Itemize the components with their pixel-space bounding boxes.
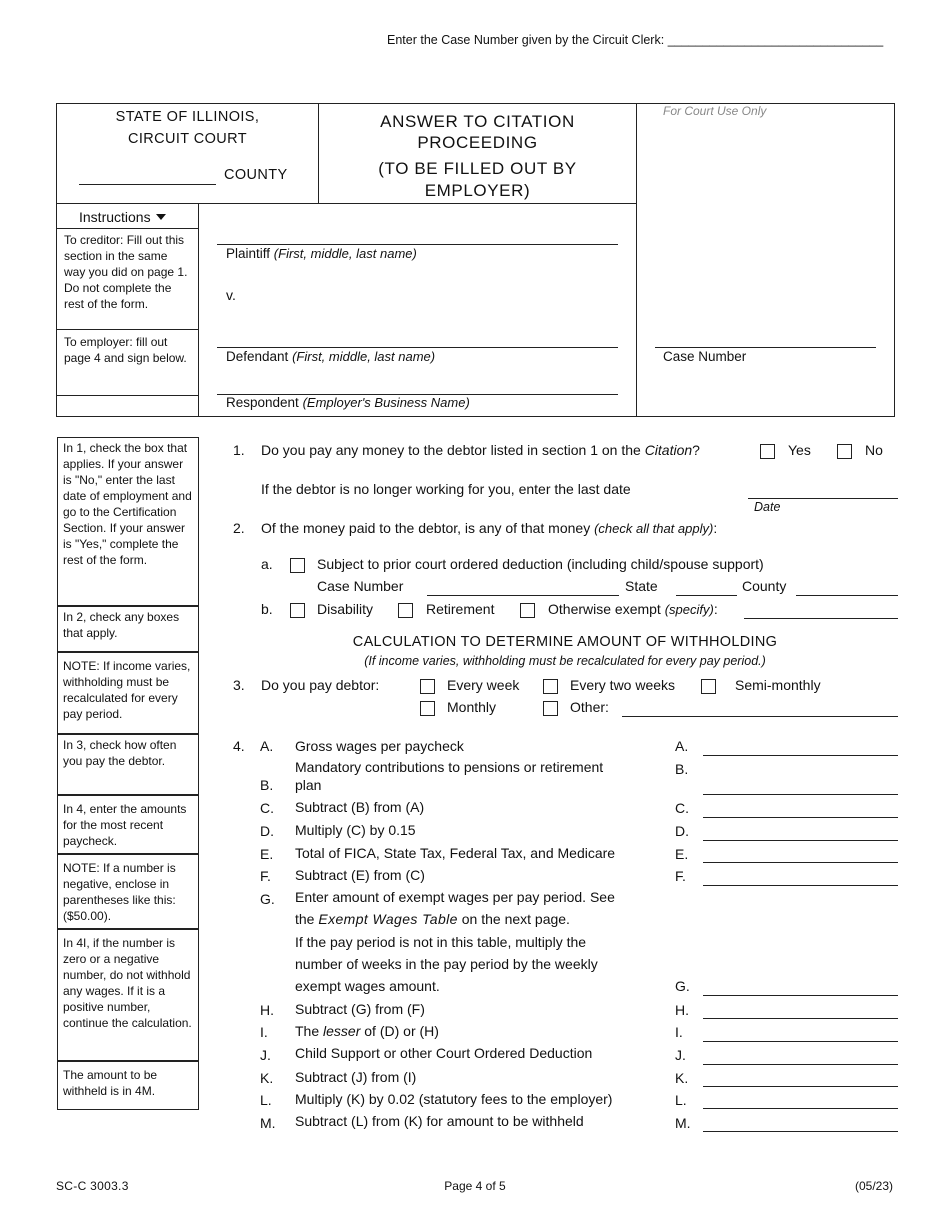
court-use-label: For Court Use Only	[663, 104, 767, 118]
q4f-letter: F.	[260, 868, 271, 884]
divider	[56, 329, 199, 330]
q2a-checkbox[interactable]	[290, 558, 305, 573]
q4l-letter: L.	[260, 1092, 272, 1108]
q4b-right-letter: B.	[675, 761, 689, 777]
every-two-weeks-checkbox[interactable]	[543, 679, 558, 694]
q4e-input[interactable]	[703, 862, 898, 863]
q4m-right-letter: M.	[675, 1115, 691, 1131]
q2a-state-input[interactable]	[676, 595, 737, 596]
q4h-letter: H.	[260, 1002, 274, 1018]
form-subtitle-2: EMPLOYER)	[424, 181, 531, 200]
retirement-label: Retirement	[426, 601, 495, 617]
respondent-label: Respondent (Employer's Business Name)	[226, 395, 470, 410]
form-subtitle: (TO BE FILLED OUT BY	[378, 159, 577, 178]
q2a-state-label: State	[625, 578, 658, 594]
q4k-right-letter: K.	[675, 1070, 689, 1086]
q4i-letter: I.	[260, 1024, 268, 1040]
plaintiff-input[interactable]	[217, 244, 618, 245]
county-input[interactable]	[79, 184, 216, 185]
q4m-text: Subtract (L) from (K) for amount to be withheld	[295, 1113, 584, 1129]
otherwise-exempt-checkbox[interactable]	[520, 603, 535, 618]
court-label: CIRCUIT COURT	[127, 131, 248, 147]
otherwise-exempt-label: Otherwise exempt (specify):	[548, 601, 718, 617]
q2b-letter: b.	[261, 601, 273, 617]
sidebar-note-7: In 4I, if the number is zero or a negative number, do not withhold any wages. If it is a positive number, continue the calculation.	[57, 929, 199, 1061]
q4m-input[interactable]	[703, 1131, 898, 1132]
instr-creditor: To creditor: Fill out this section in the same way you did on page 1. Do not complete the rest of the form.	[64, 233, 188, 311]
instructions-toggle[interactable]: Instructions	[79, 209, 166, 225]
q1-yes-checkbox[interactable]	[760, 444, 775, 459]
case-number-blank[interactable]: _______________________________	[667, 33, 884, 47]
q4j-letter: J.	[260, 1047, 271, 1063]
sidebar-note-3: NOTE: If income varies, withholding must be recalculated for every pay period.	[57, 652, 199, 734]
divider	[636, 103, 637, 417]
case-number-prompt: Enter the Case Number given by the Circuit Clerk: _______________________________	[387, 33, 884, 47]
retirement-checkbox[interactable]	[398, 603, 413, 618]
q4k-letter: K.	[260, 1070, 274, 1086]
q4g-right-letter: G.	[675, 978, 690, 994]
q4i-input[interactable]	[703, 1041, 898, 1042]
date-label: Date	[754, 500, 781, 514]
q4f-right-letter: F.	[675, 868, 686, 884]
q4e-right-letter: E.	[675, 846, 689, 862]
q4m-letter: M.	[260, 1115, 276, 1131]
q1-number: 1.	[233, 442, 245, 458]
q4d-input[interactable]	[703, 840, 898, 841]
q4e-letter: E.	[260, 846, 274, 862]
sidebar-note-2: In 2, check any boxes that apply.	[57, 606, 199, 652]
q4d-text: Multiply (C) by 0.15	[295, 822, 416, 838]
q4h-right-letter: H.	[675, 1002, 689, 1018]
q4l-text: Multiply (K) by 0.02 (statutory fees to the employer)	[295, 1091, 613, 1107]
q4g-text-5: exempt wages amount.	[295, 978, 440, 994]
sidebar-note-5: In 4, enter the amounts for the most recent paycheck.	[57, 795, 199, 854]
q4j-right-letter: J.	[675, 1047, 686, 1063]
q4a-letter: A.	[260, 738, 274, 754]
q4a-text: Gross wages per paycheck	[295, 738, 464, 754]
instr-employer: To employer: fill out page 4 and sign below.	[64, 335, 187, 365]
sidebar-note-6: NOTE: If a number is negative, enclose in parentheses like this: ($50.00).	[57, 854, 199, 929]
q4i-right-letter: I.	[675, 1024, 683, 1040]
q4e-text: Total of FICA, State Tax, Federal Tax, and Medicare	[295, 845, 616, 861]
form-id: SC-C 3003.3	[56, 1179, 129, 1193]
semi-monthly-checkbox[interactable]	[701, 679, 716, 694]
q4c-text: Subtract (B) from (A)	[295, 799, 425, 815]
q2a-county-input[interactable]	[796, 595, 898, 596]
divider	[56, 395, 199, 396]
disability-label: Disability	[317, 601, 374, 617]
q4c-input[interactable]	[703, 817, 898, 818]
q4g-text-3: If the pay period is not in this table, multiply the	[295, 934, 587, 950]
case-number-input[interactable]	[655, 347, 876, 348]
q4g-letter: G.	[260, 891, 275, 907]
q4c-letter: C.	[260, 800, 274, 816]
q4j-text: Child Support or other Court Ordered Deduction	[295, 1045, 593, 1061]
q2-text: Of the money paid to the debtor, is any of that money (check all that apply):	[261, 520, 718, 536]
q4b-letter: B.	[260, 777, 274, 793]
q2a-case-number-label: Case Number	[317, 578, 404, 594]
q3-number: 3.	[233, 677, 245, 693]
otherwise-exempt-input[interactable]	[744, 618, 898, 619]
q4h-input[interactable]	[703, 1018, 898, 1019]
q4b-input[interactable]	[703, 794, 898, 795]
q2a-case-number-input[interactable]	[427, 595, 619, 596]
form-title-2: PROCEEDING	[417, 133, 538, 152]
page-number: Page 4 of 5	[444, 1179, 506, 1193]
q4d-letter: D.	[260, 823, 274, 839]
q1-yes-label: Yes	[788, 442, 811, 458]
q2a-county-label: County	[742, 578, 787, 594]
q1-no-label: No	[865, 442, 883, 458]
divider	[198, 203, 199, 417]
q4l-input[interactable]	[703, 1108, 898, 1109]
state-label: STATE OF ILLINOIS,	[115, 109, 260, 125]
q4g-text: Enter amount of exempt wages per pay period. See	[295, 889, 615, 905]
defendant-input[interactable]	[217, 347, 618, 348]
q4d-right-letter: D.	[675, 823, 689, 839]
other-frequency-input[interactable]	[622, 716, 898, 717]
form-title: ANSWER TO CITATION	[380, 112, 575, 131]
q4a-right-letter: A.	[675, 738, 689, 754]
q3-text: Do you pay debtor:	[261, 677, 380, 693]
caret-down-icon	[156, 214, 166, 220]
calc-subtitle: (If income varies, withholding must be recalculated for every pay period.)	[364, 654, 766, 668]
q4a-input[interactable]	[703, 755, 898, 756]
q4l-right-letter: L.	[675, 1092, 687, 1108]
q1-last-date-text: If the debtor is no longer working for you, enter the last date	[261, 481, 631, 497]
q4k-input[interactable]	[703, 1086, 898, 1087]
q4k-text: Subtract (J) from (I)	[295, 1069, 417, 1085]
q1-text: Do you pay any money to the debtor listed in section 1 on the Citation?	[261, 442, 700, 458]
monthly-checkbox[interactable]	[420, 701, 435, 716]
every-two-weeks-label: Every two weeks	[570, 677, 676, 693]
other-checkbox[interactable]	[543, 701, 558, 716]
calc-title: CALCULATION TO DETERMINE AMOUNT OF WITHHOLDING	[352, 634, 778, 650]
q4g-text-4: number of weeks in the pay period by the weekly	[295, 956, 598, 972]
every-week-label: Every week	[447, 677, 520, 693]
q4j-input[interactable]	[703, 1064, 898, 1065]
sidebar-note-4: In 3, check how often you pay the debtor.	[57, 734, 199, 795]
q4c-right-letter: C.	[675, 800, 689, 816]
last-date-input[interactable]	[748, 498, 898, 499]
q4b-text: Mandatory contributions to pensions or retirement	[295, 759, 604, 775]
q4-number: 4.	[233, 738, 245, 754]
q4i-text: The lesser of (D) or (H)	[295, 1023, 439, 1039]
q2-number: 2.	[233, 520, 245, 536]
q1-no-checkbox[interactable]	[837, 444, 852, 459]
sidebar-note-1: In 1, check the box that applies. If your answer is "No," enter the last date of employment and go to the Certification Section. If your answer is "Yes," complete the rest of the form.	[57, 437, 199, 606]
form-version: (05/23)	[855, 1179, 894, 1193]
q4b-text-2: plan	[295, 777, 322, 793]
sidebar-note-8: The amount to be withheld is in 4M.	[57, 1061, 199, 1110]
disability-checkbox[interactable]	[290, 603, 305, 618]
divider	[56, 203, 637, 204]
other-label: Other:	[570, 699, 609, 715]
q4g-input[interactable]	[703, 995, 898, 996]
defendant-label: Defendant (First, middle, last name)	[226, 349, 436, 364]
q4f-text: Subtract (E) from (C)	[295, 867, 425, 883]
q2a-text: Subject to prior court ordered deduction (including child/spouse support)	[317, 556, 764, 572]
monthly-label: Monthly	[447, 699, 497, 715]
q2a-letter: a.	[261, 556, 273, 572]
case-number-label: Case Number	[663, 349, 747, 364]
q4h-text: Subtract (G) from (F)	[295, 1001, 425, 1017]
plaintiff-label: Plaintiff (First, middle, last name)	[226, 246, 417, 261]
q4g-text-2: the Exempt Wages Table on the next page.	[295, 911, 570, 927]
divider	[56, 228, 199, 229]
semi-monthly-label: Semi-monthly	[735, 677, 821, 693]
versus-label: v.	[226, 287, 236, 303]
county-label: COUNTY	[224, 167, 288, 183]
every-week-checkbox[interactable]	[420, 679, 435, 694]
q4f-input[interactable]	[703, 885, 898, 886]
